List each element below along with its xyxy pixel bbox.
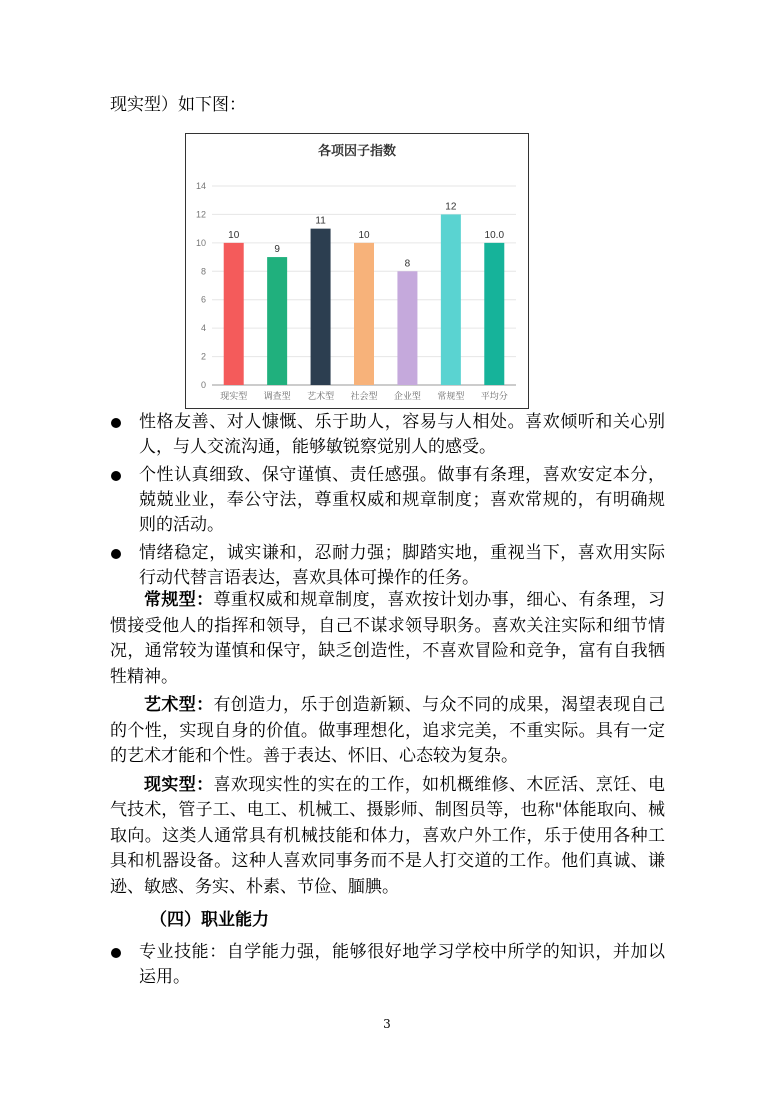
skills-list [110, 940, 665, 990]
x-tick-label: 社会型 [350, 392, 378, 402]
bar [354, 243, 374, 385]
paragraph-label: 艺术型： [144, 695, 214, 715]
realistic-paragraph [110, 773, 665, 901]
artistic-paragraph [110, 693, 665, 770]
bullet-icon [111, 418, 121, 428]
y-tick-label: 6 [200, 294, 206, 305]
list-item [110, 410, 665, 460]
paragraph-label: 常规型： [144, 590, 214, 610]
x-tick-label: 常规型 [437, 392, 465, 402]
paragraph-text: 喜欢现实性的实在的工作，如机概维修、木匠活、烹饪、电气技术，管子工、电工、机械工、摄影师、制图员等，也称"体能取向、械取向。这类人通常具有机械技能和体力，喜欢户外工作，乐于使用各种工具和机器设备。这种人喜欢同事务而不是人打交道的工作。他们真诚、谦逊、敏感、务实、朴素、节俭、腼腆。 [110, 774, 666, 897]
bar [267, 257, 287, 385]
x-tick-label: 艺术型 [307, 392, 335, 402]
paragraph-text: 有创造力，乐于创造新颖、与众不同的成果，渴望表现自己的个性，实现自身的价值。做事理想化，追求完美，不重实际。具有一定的艺术才能和个性。善于表达、怀旧、心态较为复杂。 [110, 695, 666, 766]
bar-value-label: 8 [404, 258, 411, 270]
x-tick-label: 调查型 [263, 392, 291, 402]
bullet-icon [111, 549, 121, 559]
bar [441, 214, 461, 385]
y-tick-label: 8 [200, 266, 206, 277]
factor-index-chart [185, 133, 529, 409]
bullet-text: 情绪稳定，诚实谦和，忍耐力强；脚踏实地，重视当下，喜欢用实际行动代替言语表达，喜欢具体可操作的任务。 [139, 543, 665, 588]
bullet-icon [111, 948, 121, 958]
bar [224, 243, 244, 385]
paragraph-text: 尊重权威和规章制度，喜欢按计划办事，细心、有条理，习惯接受他人的指挥和领导，自己不谋求领导职务。喜欢关注实际和细节情况，通常较为谨慎和保守，缺乏创造性，不喜欢冒险和竞争，富有自我牺牲精神。 [110, 590, 666, 687]
bar-value-label: 9 [274, 244, 280, 256]
bullet-icon [111, 471, 121, 481]
list-item [110, 463, 665, 538]
y-tick-label: 10 [195, 237, 206, 248]
chart-svg [186, 134, 528, 408]
paragraph-label: 现实型： [144, 774, 214, 795]
list-item [110, 940, 665, 990]
x-tick-label: 平均分 [480, 392, 508, 402]
intro-text: 现实型）如下图： [110, 95, 246, 115]
bullet-text: 个性认真细致、保守谨慎、责任感强。做事有条理，喜欢安定本分，兢兢业业，奉公守法，尊重权威和规章制度；喜欢常规的，有明确规则的活动。 [139, 465, 665, 535]
x-tick-label: 企业型 [393, 392, 421, 402]
bar [397, 271, 417, 385]
bar [311, 229, 331, 385]
y-tick-label: 14 [195, 181, 206, 191]
bar-value-label: 10 [228, 229, 240, 241]
page-number: 3 [383, 1017, 391, 1031]
bar-value-label: 12 [445, 201, 457, 213]
skill-text: 专业技能：自学能力强，能够很好地学习学校中所学的知识，并加以运用。 [139, 942, 665, 987]
bar-value-label: 10.0 [484, 229, 505, 241]
y-tick-label: 0 [200, 380, 206, 390]
bar-value-label: 11 [315, 215, 326, 227]
y-tick-label: 12 [195, 209, 206, 220]
chart-title: 各项因子指数 [317, 143, 397, 158]
type-descriptions [110, 588, 665, 903]
trait-bullet-list [110, 410, 665, 594]
y-tick-label: 4 [200, 323, 206, 334]
section-title: （四）职业能力 [150, 910, 269, 930]
bar-value-label: 10 [358, 229, 370, 241]
y-tick-label: 2 [200, 351, 206, 362]
bullet-text: 性格友善、对人慷慨、乐于助人，容易与人相处。喜欢倾听和关心别人，与人交流沟通，能够敏锐察觉别人的感受。 [139, 412, 665, 457]
list-item [110, 541, 665, 591]
bar [484, 243, 504, 385]
conventional-paragraph [110, 588, 665, 690]
x-tick-label: 现实型 [220, 392, 248, 402]
